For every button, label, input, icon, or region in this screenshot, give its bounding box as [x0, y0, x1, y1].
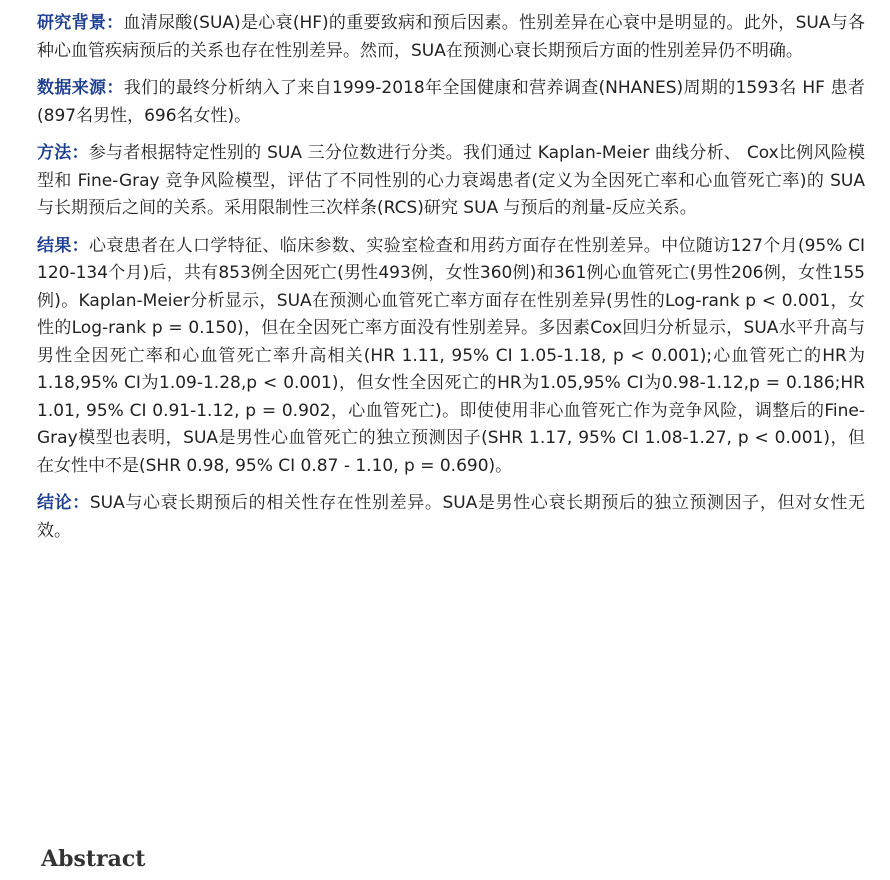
data-source-text: 我们的最终分析纳入了来自1999-2018年全国健康和营养调查(NHANES)周期的1593名 HF 患者(897名男性，696名女性)。: [37, 78, 865, 126]
results-text: 心衰患者在人口学特征、临床参数、实验室检查和用药方面存在性别差异。中位随访127个月(95% CI 120-134个月)后，共有853例全因死亡(男性493例，女性360例)和361例心血管死亡(男性206例，女性155例)。Kaplan-Meier分析显示，SUA在预测心血管死亡率方面存在性别差异(男性的Log-rank p < 0.001，女性的Log-rank p = 0.150)，但在全因死亡率方面没有性别差异。多因素Cox回归分析显示，SUA水平升高与男性全因死亡率和心血管死亡率升高相关(HR 1.11, 95% CI 1.05-1.18, p < 0.001);心血管死亡的HR为1.18,95% CI为1.09-1.28,p < 0.001)，但女性全因死亡的HR为1.05,95% CI为0.98-1.12,p = 0.186;HR 1.01, 95% CI 0.91-1.12, p = 0.902，心血管死亡)。即使使用非心血管死亡作为竞争风险，调整后的Fine-Gray模型也表明，SUA是男性心血管死亡的独立预测因子(SHR 1.17, 95% CI 1.08-1.27, p < 0.001)，但在女性中不是(SHR 0.98, 95% CI 0.87 - 1.10, p = 0.690)。: [37, 235, 865, 476]
results-label: 结果：: [37, 235, 90, 256]
abstract-body: [37, 10, 865, 555]
data-source-paragraph: [37, 75, 865, 130]
abstract-heading: Abstract: [41, 846, 146, 872]
background-paragraph: [37, 10, 865, 65]
results-paragraph: [37, 233, 865, 481]
background-label: 研究背景：: [37, 13, 124, 33]
data-source-label: 数据来源：: [37, 78, 124, 98]
methods-label: 方法：: [37, 143, 89, 163]
methods-paragraph: [37, 140, 865, 223]
conclusion-label: 结论：: [37, 493, 90, 513]
background-text: 血清尿酸(SUA)是心衰(HF)的重要致病和预后因素。性别差异在心衰中是明显的。此外，SUA与各种心血管疾病预后的关系也存在性别差异。然而，SUA在预测心衰长期预后方面的性别差异仍不明确。: [37, 13, 865, 61]
conclusion-text: SUA与心衰长期预后的相关性存在性别差异。SUA是男性心衰长期预后的独立预测因子，但对女性无效。: [37, 493, 865, 541]
methods-text: 参与者根据特定性别的 SUA 三分位数进行分类。我们通过 Kaplan-Meier 曲线分析、 Cox比例风险模型和 Fine-Gray 竞争风险模型，评估了不同性别的心力衰竭患者(定义为全因死亡率和心血管死亡率)的 SUA 与长期预后之间的关系。采用限制性三次样条(RCS)研究 SUA 与预后的剂量-反应关系。: [37, 143, 865, 218]
conclusion-paragraph: [37, 490, 865, 545]
